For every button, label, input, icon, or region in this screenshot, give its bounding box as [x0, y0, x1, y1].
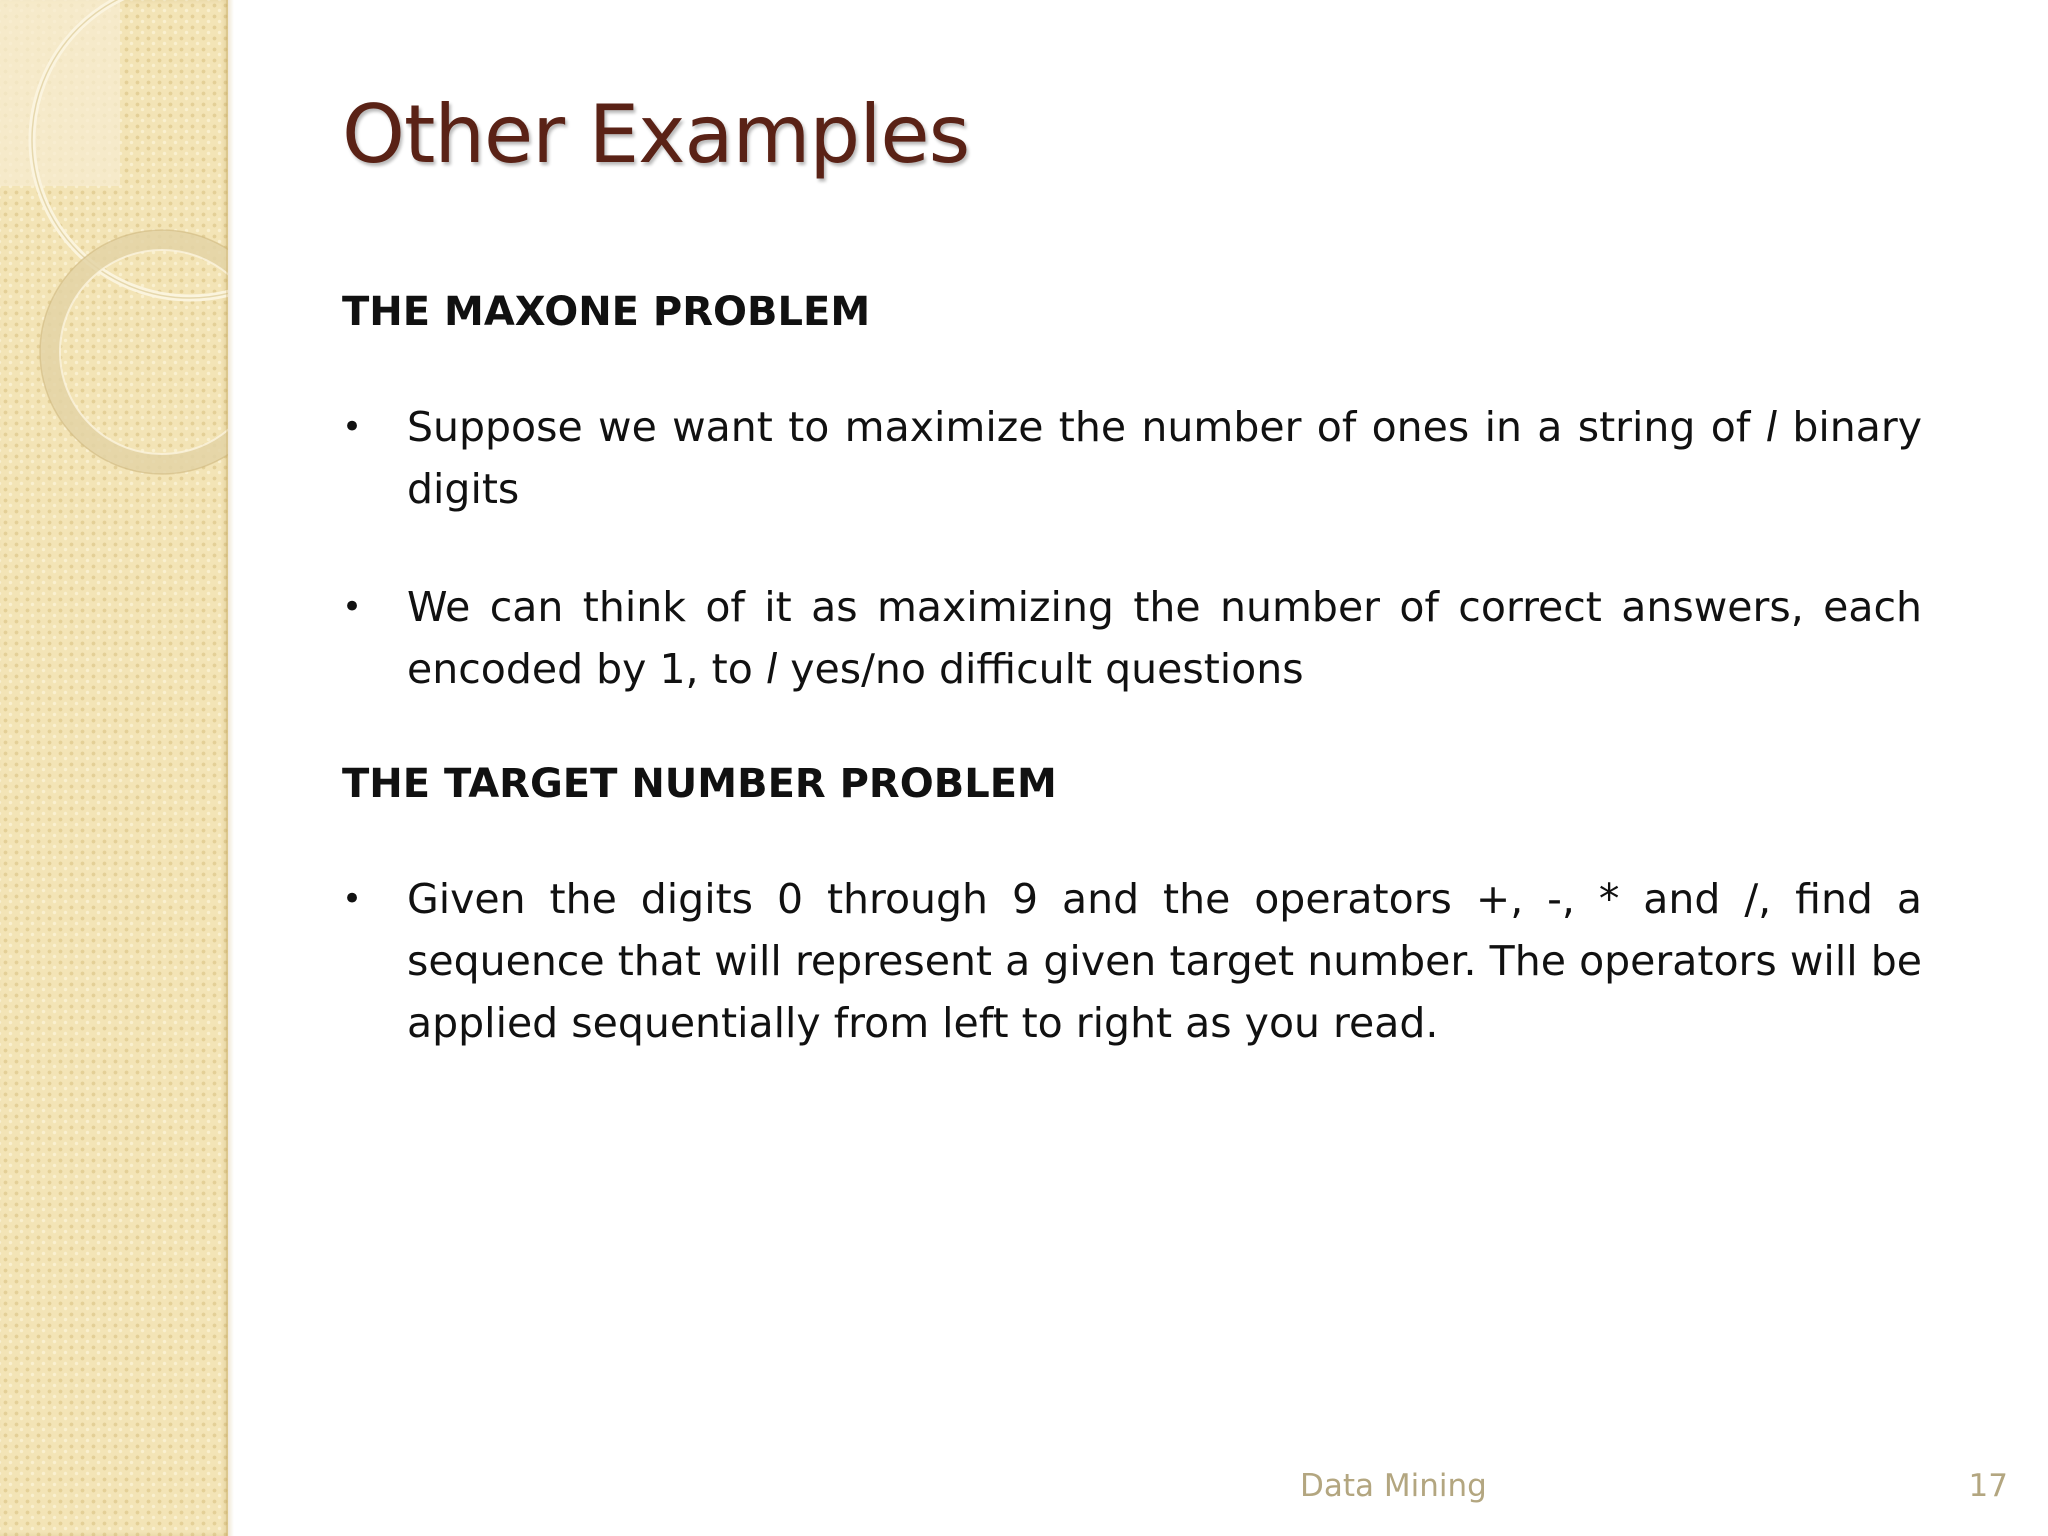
- rings-ornament-icon: [0, 0, 228, 520]
- bullet-dot-icon: •: [342, 879, 363, 919]
- slide-title: Other Examples: [342, 88, 970, 181]
- bullet-text: Given the digits 0 through 9 and the operators +, -, * and /, find a sequence that will represent a given target number. The operators will be applied sequentially from left to right as you read.: [407, 875, 1922, 1047]
- bullet-dot-icon: •: [342, 587, 363, 627]
- bullet-text: Suppose we want to maximize the number of ones in a string of: [407, 403, 1766, 451]
- bullet-text: We can think of it as maximizing the number of correct answers, each encoded by 1, to: [407, 583, 1922, 693]
- slide-content: [342, 284, 1922, 1054]
- bullet-italic-variable: l: [1765, 403, 1778, 451]
- section-heading-maxone: THE MAXONE PROBLEM: [342, 289, 871, 335]
- bullet-item: [342, 396, 1922, 520]
- footer-title: Data Mining: [1300, 1468, 1487, 1504]
- bullet-italic-variable: l: [765, 645, 778, 693]
- sidebar-edge-shadow: [226, 0, 234, 1536]
- page-number: 17: [1968, 1468, 2008, 1504]
- bullet-item: [342, 576, 1922, 700]
- decorative-sidebar: [0, 0, 228, 1536]
- bullet-text: binary digits: [407, 403, 1922, 513]
- bullet-dot-icon: •: [342, 407, 363, 447]
- section-heading-target-number: THE TARGET NUMBER PROBLEM: [342, 761, 1057, 807]
- bullet-item: [342, 868, 1922, 1054]
- bullet-text: yes/no difficult questions: [777, 645, 1304, 693]
